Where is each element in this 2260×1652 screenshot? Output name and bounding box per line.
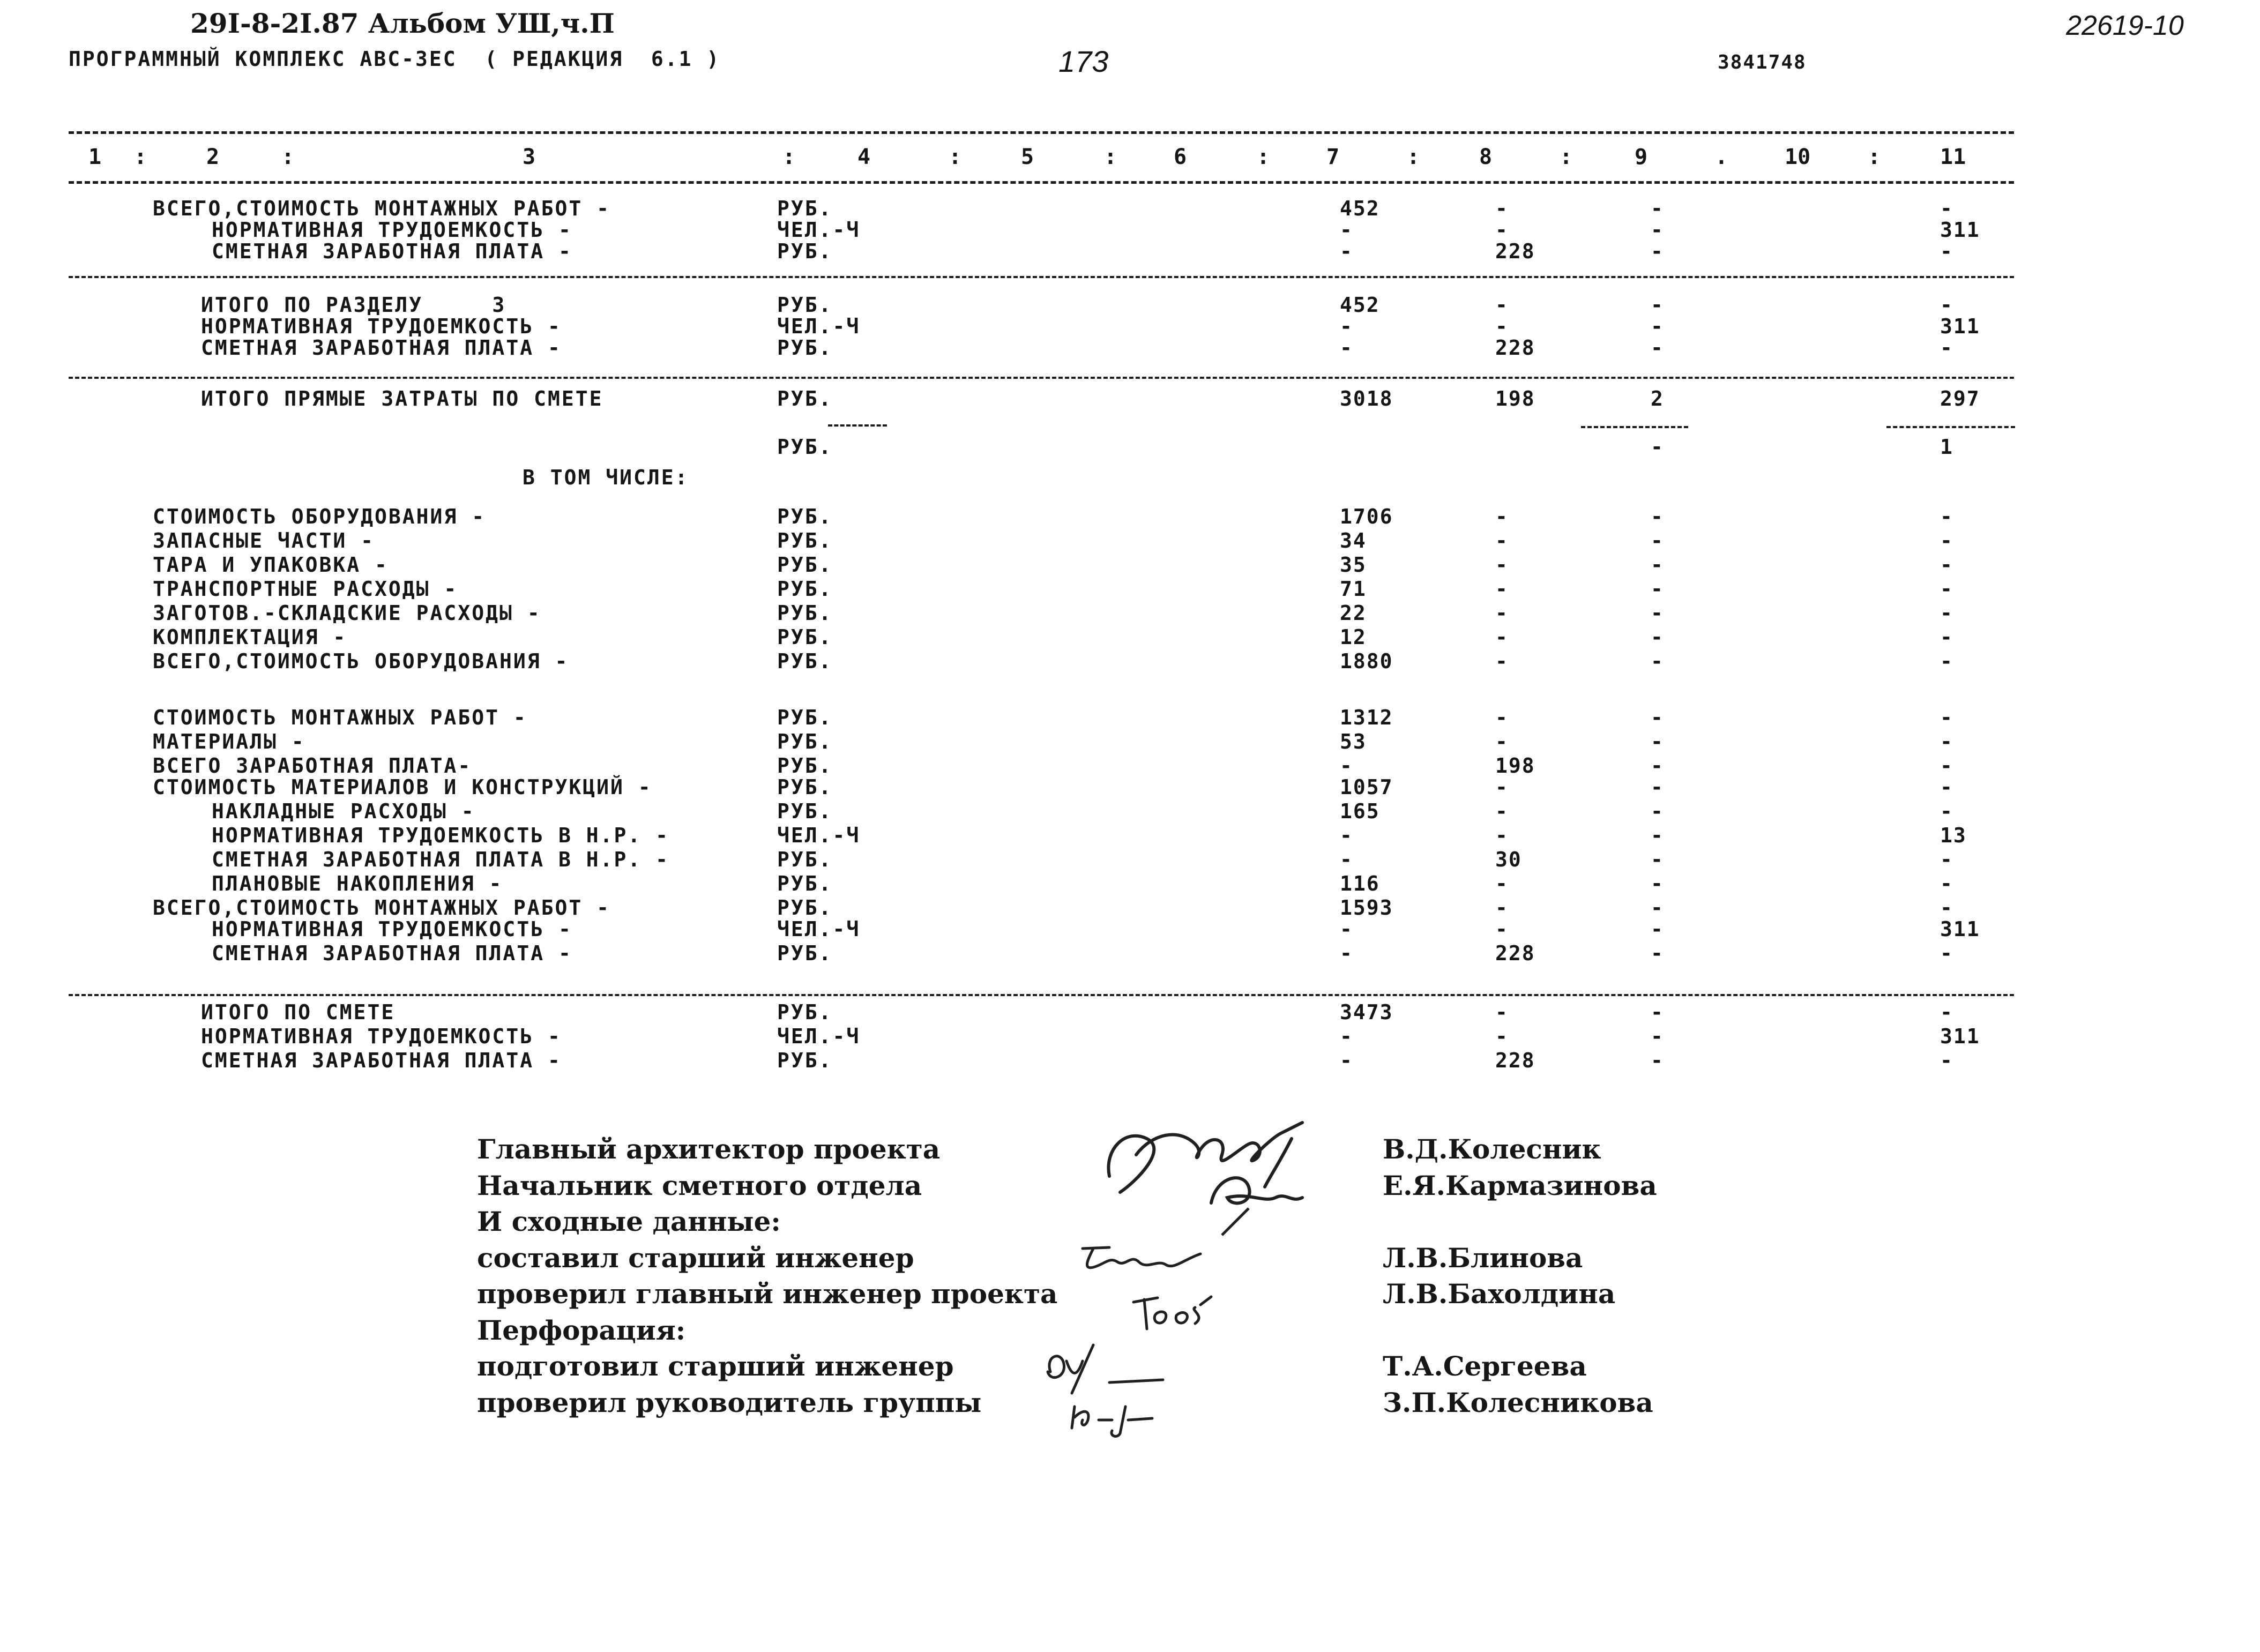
row-labor-hours: 297	[1940, 387, 1980, 410]
row-label: ТАРА И УПАКОВКА -	[153, 553, 389, 577]
row-cost-total: 1593	[1340, 896, 1393, 920]
row-machine-wages: -	[1651, 218, 1664, 242]
row-machine-wages: 2	[1651, 387, 1664, 410]
column-header-5: 5	[1021, 145, 1034, 169]
row-unit: РУБ.	[777, 529, 833, 552]
row-label: СМЕТНАЯ ЗАРАБОТНАЯ ПЛАТА -	[212, 941, 572, 965]
handwritten-signature-kolesnik	[1088, 1117, 1334, 1237]
column-separator: :	[1560, 145, 1573, 169]
row-labor-hours: -	[1940, 505, 1953, 528]
handwritten-signature-sergeeva	[1040, 1340, 1200, 1401]
column-header-7: 7	[1326, 145, 1340, 169]
document-reference: 29I-8-2I.87 Альбом УШ,ч.П	[190, 8, 615, 39]
row-labor-hours: -	[1940, 293, 1953, 317]
row-unit: РУБ.	[777, 872, 833, 895]
row-label: ИТОГО ПО РАЗДЕЛУ 3	[201, 293, 506, 317]
row-machine-wages: -	[1651, 197, 1664, 220]
row-unit: РУБ.	[777, 505, 833, 528]
row-unit: РУБ.	[777, 775, 833, 799]
row-unit: РУБ.	[777, 553, 833, 577]
row-labor-hours: -	[1940, 649, 1953, 673]
column-separator: :	[281, 145, 295, 169]
signature-name: З.П.Колесникова	[1383, 1387, 1653, 1418]
row-labor-hours: 311	[1940, 1025, 1980, 1048]
row-unit: РУБ.	[777, 625, 833, 649]
row-wages: -	[1495, 553, 1509, 577]
row-machine-wages: -	[1651, 240, 1664, 263]
column-header-10: 10	[1785, 145, 1811, 169]
row-wages: 228	[1495, 1049, 1535, 1072]
signature-role: составил старший инженер	[477, 1242, 914, 1274]
row-cost-total: -	[1340, 754, 1353, 778]
row-labor-hours: -	[1940, 730, 1953, 753]
column-header-4: 4	[857, 145, 871, 169]
row-labor-hours: -	[1940, 625, 1953, 649]
row-label: МАТЕРИАЛЫ -	[153, 730, 305, 753]
signature-name: Л.В.Бахолдина	[1383, 1278, 1616, 1310]
column-header-9: 9	[1635, 145, 1648, 169]
row-unit: РУБ.	[777, 941, 833, 965]
row-labor-hours: -	[1940, 706, 1953, 729]
row-labor-hours: -	[1940, 1000, 1953, 1024]
row-machine-wages: -	[1651, 754, 1664, 778]
row-wages: -	[1495, 1025, 1509, 1048]
row-machine-wages: -	[1651, 577, 1664, 601]
row-cost-total: 3473	[1340, 1000, 1393, 1024]
row-cost-total: 53	[1340, 730, 1367, 753]
row-label: СТОИМОСТЬ МАТЕРИАЛОВ И КОНСТРУКЦИЙ -	[153, 775, 652, 799]
row-label: ВСЕГО,СТОИМОСТЬ МОНТАЖНЫХ РАБОТ -	[153, 896, 610, 920]
row-label: НОРМАТИВНАЯ ТРУДОЕМКОСТЬ В Н.Р. -	[212, 824, 669, 847]
row-labor-hours: -	[1940, 197, 1953, 220]
row-cost-total: 34	[1340, 529, 1367, 552]
row-wages: -	[1495, 917, 1509, 941]
row-labor-hours: 311	[1940, 917, 1980, 941]
column-separator: :	[1868, 145, 1881, 169]
row-labor-hours: -	[1940, 1049, 1953, 1072]
row-label: НОРМАТИВНАЯ ТРУДОЕМКОСТЬ -	[201, 315, 562, 338]
handwritten-signature-bakholdina	[1131, 1286, 1217, 1336]
signature-name: Л.В.Блинова	[1383, 1242, 1583, 1274]
row-machine-wages: -	[1651, 872, 1664, 895]
row-machine-wages: -	[1651, 625, 1664, 649]
row-unit: РУБ.	[777, 601, 833, 625]
row-cost-total: 71	[1340, 577, 1367, 601]
row-wages: -	[1495, 896, 1509, 920]
row-labor-hours: -	[1940, 553, 1953, 577]
program-line: ПРОГРАММНЫЙ КОМПЛЕКС АВС-3ЕС ( РЕДАКЦИЯ 6.1 )	[69, 47, 721, 71]
row-cost-total: 22	[1340, 601, 1367, 625]
row-labor-hours: -	[1940, 529, 1953, 552]
row-labor-hours: -	[1940, 848, 1953, 871]
row-machine-wages: -	[1651, 706, 1664, 729]
handwritten-signature-kolesnikova	[1066, 1396, 1184, 1441]
row-cost-total: -	[1340, 240, 1353, 263]
row-label: СМЕТНАЯ ЗАРАБОТНАЯ ПЛАТА -	[201, 336, 562, 360]
row-label: СМЕТНАЯ ЗАРАБОТНАЯ ПЛАТА В Н.Р. -	[212, 848, 669, 871]
column-separator: .	[1715, 145, 1728, 169]
row-cost-total: -	[1340, 848, 1353, 871]
row-unit: ЧЕЛ.-Ч	[777, 824, 861, 847]
row-cost-total: -	[1340, 1025, 1353, 1048]
row-unit: РУБ.	[777, 754, 833, 778]
row-cost-total: -	[1340, 315, 1353, 338]
row-wages: -	[1495, 625, 1509, 649]
row-wages: 198	[1495, 387, 1535, 410]
row-labor-hours: -	[1940, 775, 1953, 799]
row-unit: РУБ.	[777, 649, 833, 673]
column-header-6: 6	[1174, 145, 1187, 169]
signature-role: Главный архитектор проекта	[477, 1133, 941, 1165]
row-unit: РУБ.	[777, 240, 833, 263]
column-separator: :	[1104, 145, 1117, 169]
row-label: ВСЕГО,СТОИМОСТЬ ОБОРУДОВАНИЯ -	[153, 649, 569, 673]
row-label: НАКЛАДНЫЕ РАСХОДЫ -	[212, 799, 475, 823]
handwritten-signature-blinova	[1077, 1238, 1217, 1283]
row-unit: РУБ.	[777, 336, 833, 360]
row-wages: -	[1495, 706, 1509, 729]
row-cost-total: 452	[1340, 293, 1380, 317]
column-separator: :	[1257, 145, 1270, 169]
inventory-number: 22619-10	[2066, 10, 2184, 41]
row-cost-total: 12	[1340, 625, 1367, 649]
in-that-number-label: В ТОМ ЧИСЛЕ:	[523, 466, 689, 489]
row-label: НОРМАТИВНАЯ ТРУДОЕМКОСТЬ -	[212, 917, 572, 941]
row-machine-wages: -	[1651, 336, 1664, 360]
row-label: ТРАНСПОРТНЫЕ РАСХОДЫ -	[153, 577, 458, 601]
row-unit: РУБ.	[777, 435, 833, 459]
row-unit: РУБ.	[777, 896, 833, 920]
column-separator: :	[134, 145, 147, 169]
row-labor-hours: -	[1940, 941, 1953, 965]
row-machine-wages: -	[1651, 649, 1664, 673]
column-header-2: 2	[206, 145, 220, 169]
column-separator: :	[949, 145, 962, 169]
column-header-3: 3	[523, 145, 536, 169]
row-label: ВСЕГО,СТОИМОСТЬ МОНТАЖНЫХ РАБОТ -	[153, 197, 610, 220]
row-unit: РУБ.	[777, 577, 833, 601]
row-unit: РУБ.	[777, 387, 833, 410]
row-unit: РУБ.	[777, 799, 833, 823]
signature-name: Т.А.Сергеева	[1383, 1350, 1587, 1382]
page-number: 173	[1058, 44, 1109, 78]
row-machine-wages: -	[1651, 1000, 1664, 1024]
row-machine-wages: -	[1651, 848, 1664, 871]
row-machine-wages: -	[1651, 553, 1664, 577]
signature-role: проверил главный инженер проекта	[477, 1278, 1058, 1310]
row-labor-hours: -	[1940, 896, 1953, 920]
row-wages: 30	[1495, 848, 1522, 871]
row-wages: -	[1495, 799, 1509, 823]
row-label: КОМПЛЕКТАЦИЯ -	[153, 625, 347, 649]
row-labor-hours: 311	[1940, 315, 1980, 338]
row-cost-total: 116	[1340, 872, 1380, 895]
row-cost-total: -	[1340, 917, 1353, 941]
row-unit: ЧЕЛ.-Ч	[777, 1025, 861, 1048]
row-labor-hours: -	[1940, 336, 1953, 360]
row-wages: -	[1495, 218, 1509, 242]
column-header-8: 8	[1479, 145, 1493, 169]
row-cost-total: 1706	[1340, 505, 1393, 528]
row-machine-wages: -	[1651, 293, 1664, 317]
row-machine-wages: -	[1651, 1049, 1664, 1072]
row-machine-wages: -	[1651, 315, 1664, 338]
row-labor-hours: -	[1940, 240, 1953, 263]
signature-role: проверил руководитель группы	[477, 1387, 982, 1418]
row-label: ЗАГОТОВ.-СКЛАДСКИЕ РАСХОДЫ -	[153, 601, 541, 625]
column-header-11: 11	[1940, 145, 1966, 169]
row-label: СМЕТНАЯ ЗАРАБОТНАЯ ПЛАТА -	[201, 1049, 562, 1072]
signature-name: В.Д.Колесник	[1383, 1133, 1601, 1165]
row-unit: РУБ.	[777, 706, 833, 729]
row-machine-wages: -	[1651, 601, 1664, 625]
row-wages: -	[1495, 601, 1509, 625]
row-labor-hours: -	[1940, 872, 1953, 895]
row-cost-total: 35	[1340, 553, 1367, 577]
signature-role: И сходные данные:	[477, 1206, 781, 1237]
row-unit: РУБ.	[777, 730, 833, 753]
row-labor-hours: 311	[1940, 218, 1980, 242]
row-cost-total: -	[1340, 1049, 1353, 1072]
row-unit: РУБ.	[777, 1049, 833, 1072]
row-labor-hours: -	[1940, 754, 1953, 778]
row-labor-hours: -	[1940, 601, 1953, 625]
row-label: ПЛАНОВЫЕ НАКОПЛЕНИЯ -	[212, 872, 503, 895]
row-machine-wages: -	[1651, 824, 1664, 847]
column-header-1: 1	[88, 145, 102, 169]
row-unit: ЧЕЛ.-Ч	[777, 315, 861, 338]
row-cost-total: -	[1340, 824, 1353, 847]
row-unit: РУБ.	[777, 848, 833, 871]
row-wages: -	[1495, 1000, 1509, 1024]
signature-name: Е.Я.Кармазинова	[1383, 1170, 1657, 1201]
row-machine-wages: -	[1651, 529, 1664, 552]
row-label: ИТОГО ПРЯМЫЕ ЗАТРАТЫ ПО СМЕТЕ	[201, 387, 603, 410]
signature-role: Начальник сметного отдела	[477, 1170, 922, 1201]
row-unit: РУБ.	[777, 1000, 833, 1024]
row-cost-total: 452	[1340, 197, 1380, 220]
row-machine-wages: -	[1651, 730, 1664, 753]
row-cost-total: 1057	[1340, 775, 1393, 799]
row-label: ВСЕГО ЗАРАБОТНАЯ ПЛАТА-	[153, 754, 472, 778]
row-wages: -	[1495, 315, 1509, 338]
row-labor-hours: 1	[1940, 435, 1953, 459]
row-labor-hours: 13	[1940, 824, 1967, 847]
row-wages: 198	[1495, 754, 1535, 778]
row-machine-wages: -	[1651, 1025, 1664, 1048]
row-label: ЗАПАСНЫЕ ЧАСТИ -	[153, 529, 375, 552]
row-machine-wages: -	[1651, 775, 1664, 799]
row-label: ИТОГО ПО СМЕТЕ	[201, 1000, 396, 1024]
row-cost-total: 1312	[1340, 706, 1393, 729]
row-wages: -	[1495, 197, 1509, 220]
document-code: 3841748	[1718, 51, 1807, 73]
row-label: НОРМАТИВНАЯ ТРУДОЕМКОСТЬ -	[201, 1025, 562, 1048]
row-wages: 228	[1495, 336, 1535, 360]
row-wages: -	[1495, 577, 1509, 601]
row-wages: -	[1495, 505, 1509, 528]
row-label: СТОИМОСТЬ МОНТАЖНЫХ РАБОТ -	[153, 706, 527, 729]
row-wages: -	[1495, 529, 1509, 552]
signature-role: Перфорация:	[477, 1314, 686, 1346]
column-separator: :	[782, 145, 796, 169]
row-unit: РУБ.	[777, 293, 833, 317]
row-cost-total: -	[1340, 941, 1353, 965]
row-cost-total: 1880	[1340, 649, 1393, 673]
row-machine-wages: -	[1651, 917, 1664, 941]
row-machine-wages: -	[1651, 505, 1664, 528]
row-unit: РУБ.	[777, 197, 833, 220]
row-wages: 228	[1495, 240, 1535, 263]
row-wages: 228	[1495, 941, 1535, 965]
row-cost-total: -	[1340, 218, 1353, 242]
row-cost-total: 165	[1340, 799, 1380, 823]
row-wages: -	[1495, 730, 1509, 753]
row-wages: -	[1495, 824, 1509, 847]
row-wages: -	[1495, 649, 1509, 673]
row-labor-hours: -	[1940, 577, 1953, 601]
row-wages: -	[1495, 775, 1509, 799]
row-label: СМЕТНАЯ ЗАРАБОТНАЯ ПЛАТА -	[212, 240, 572, 263]
row-cost-total: -	[1340, 336, 1353, 360]
row-wages: -	[1495, 872, 1509, 895]
signature-role: подготовил старший инженер	[477, 1350, 954, 1382]
row-cost-total: 3018	[1340, 387, 1393, 410]
row-machine-wages: -	[1651, 896, 1664, 920]
row-machine-wages: -	[1651, 941, 1664, 965]
row-unit: ЧЕЛ.-Ч	[777, 218, 861, 242]
row-unit: ЧЕЛ.-Ч	[777, 917, 861, 941]
column-separator: :	[1407, 145, 1420, 169]
row-machine-wages: -	[1651, 435, 1664, 459]
row-wages: -	[1495, 293, 1509, 317]
row-labor-hours: -	[1940, 799, 1953, 823]
row-label: НОРМАТИВНАЯ ТРУДОЕМКОСТЬ -	[212, 218, 572, 242]
row-machine-wages: -	[1651, 799, 1664, 823]
row-label: СТОИМОСТЬ ОБОРУДОВАНИЯ -	[153, 505, 486, 528]
